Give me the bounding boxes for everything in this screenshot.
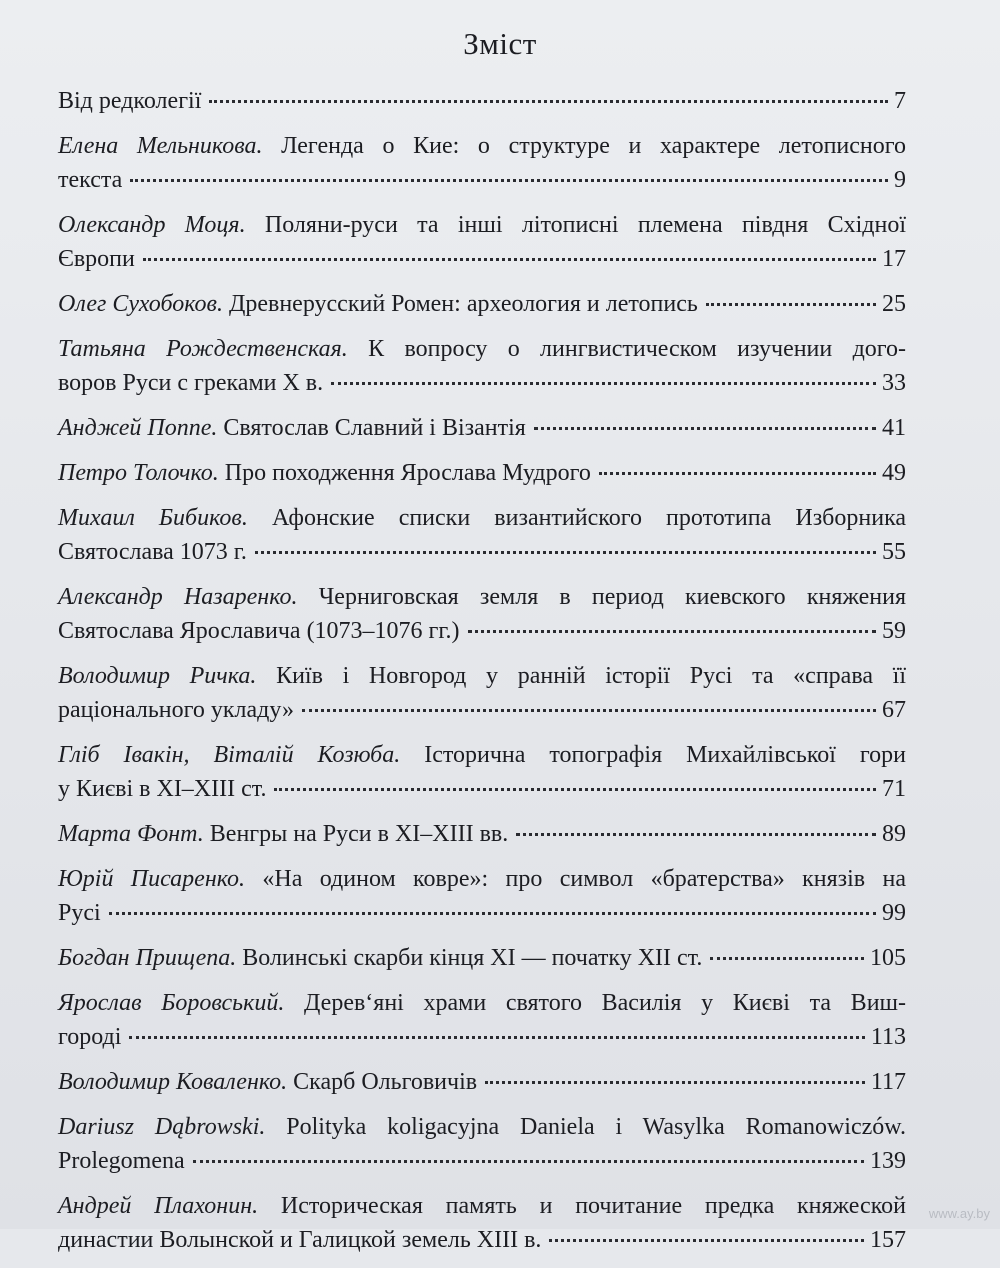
entry-title-continued: воров Руси с греками X в. (58, 370, 324, 396)
dot-leader (129, 1036, 864, 1039)
dot-leader (599, 472, 876, 475)
dot-leader (302, 709, 876, 712)
dot-leader (209, 100, 888, 103)
page-number: 157 (870, 1227, 906, 1253)
entry-author: Богдан Прищепа. (58, 945, 237, 971)
entry-title: Венгры на Руси в XI–XIII вв. (209, 821, 509, 847)
entry-author: Олег Сухобоков. (58, 291, 223, 317)
dot-leader (534, 427, 876, 430)
toc-entry (58, 208, 906, 276)
page-title: Зміст (463, 26, 537, 61)
toc-entry (58, 1065, 906, 1099)
entry-title-part: Polityka koligacyjna Daniela i Wasylka Romanowiczów. (286, 1114, 907, 1140)
entry-author: Александр Назаренко. (58, 584, 298, 610)
page-number: 7 (894, 88, 906, 114)
entry-author: Марта Фонт. (58, 821, 204, 847)
page-number: 117 (870, 1069, 906, 1095)
dot-leader (549, 1239, 864, 1242)
page-number: 71 (882, 776, 906, 802)
page-number: 25 (882, 291, 906, 317)
page-number: 33 (882, 370, 906, 396)
entry-author: Михаил Бибиков. (58, 505, 248, 531)
toc-entry (58, 501, 906, 569)
toc-entry (58, 129, 906, 197)
toc-entry (58, 287, 906, 321)
entry-title-continued: Європи (58, 246, 135, 272)
entry-title: Скарб Ольговичів (293, 1069, 478, 1095)
entry-title-part: Историческая память и почитание предка княжеской (280, 1193, 906, 1219)
entry-author: Андрей Плахонин. (58, 1193, 259, 1219)
entry-author: Татьяна Рождественская. (58, 336, 348, 362)
entry-author: Олександр Моця. (58, 212, 246, 238)
toc-entry (58, 941, 906, 975)
entry-title-part: Черниговская земля в период киевского княжения (318, 584, 907, 610)
page-number: 99 (882, 900, 906, 926)
entry-title-continued: раціонального укладу» (58, 697, 294, 723)
toc-entry (58, 84, 906, 118)
entry-title-part: Історична топографія Михайлівської гори (424, 742, 906, 768)
toc-entry (58, 411, 906, 445)
entry-first-line (58, 501, 906, 535)
toc-entry (58, 986, 906, 1054)
page-number: 89 (882, 821, 906, 847)
entry-author: Володимир Коваленко. (58, 1069, 288, 1095)
entry-title: Древнерусский Ромен: археология и летопись (228, 291, 698, 317)
dot-leader (468, 630, 876, 633)
dot-leader (710, 957, 864, 960)
entry-first-line (58, 862, 906, 896)
entry-first-line (58, 580, 906, 614)
toc-entry (58, 817, 906, 851)
page-number: 105 (870, 945, 906, 971)
entry-title-continued: Святослава 1073 г. (58, 539, 247, 565)
dot-leader (130, 179, 888, 182)
page-number: 41 (882, 415, 906, 441)
entry-title-part: Дерев‘яні храми святого Василія у Києві та Виш- (304, 990, 907, 1016)
dot-leader (706, 303, 876, 306)
entry-title-part: Київ і Новгород у ранній історії Русі та «справа її (276, 663, 907, 689)
entry-title: Волинські скарби кінця XI — початку XII ст. (242, 945, 703, 971)
dot-leader (255, 551, 876, 554)
entry-author: Анджей Поппе. (58, 415, 218, 441)
toc-entry (58, 1110, 906, 1178)
dot-leader (193, 1160, 864, 1163)
entry-author: Dariusz Dąbrowski. (58, 1114, 266, 1140)
entry-first-line (58, 332, 906, 366)
toc-entry (58, 332, 906, 400)
entry-title-part: Легенда о Кие: о структуре и характере летописного (281, 133, 906, 159)
toc-entry (58, 659, 906, 727)
entry-first-line (58, 208, 906, 242)
watermark: www.ay.by (928, 1206, 990, 1221)
entry-title-continued: Русі (58, 900, 101, 926)
entry-first-line (58, 1189, 906, 1223)
toc-entry (58, 1189, 906, 1257)
dot-leader (485, 1081, 865, 1084)
dot-leader (331, 382, 876, 385)
page-number: 59 (882, 618, 906, 644)
entry-author: Петро Толочко. (58, 460, 219, 486)
toc-entry (58, 862, 906, 930)
entry-author: Елена Мельникова. (58, 133, 263, 159)
entry-title-continued: текста (58, 167, 123, 193)
page-number: 113 (870, 1024, 906, 1050)
entry-first-line (58, 659, 906, 693)
entry-author: Ярослав Боровський. (58, 990, 285, 1016)
page-number: 67 (882, 697, 906, 723)
entry-title-continued: у Києві в XI–XIII ст. (58, 776, 267, 802)
entry-first-line (58, 129, 906, 163)
dot-leader (274, 788, 876, 791)
page-number: 17 (882, 246, 906, 272)
page-number: 139 (870, 1148, 906, 1174)
page-number: 55 (882, 539, 906, 565)
entry-first-line (58, 738, 906, 772)
entry-title-continued: Prolegomena (58, 1148, 185, 1174)
entry-title: Про походження Ярослава Мудрого (224, 460, 591, 486)
toc-entry (58, 456, 906, 490)
toc-list (58, 84, 906, 1268)
entry-first-line (58, 986, 906, 1020)
entry-title-part: «На одином ковре»: про символ «братерства» князів на (262, 866, 906, 892)
entry-title-continued: династии Волынской и Галицкой земель XIII в. (58, 1227, 542, 1253)
entry-title: Святослав Славний і Візантія (223, 415, 526, 441)
entry-first-line (58, 1110, 906, 1144)
toc-entry (58, 738, 906, 806)
entry-author: Юрій Писаренко. (58, 866, 246, 892)
toc-entry (58, 580, 906, 648)
entry-title: Від редколегії (58, 88, 202, 114)
dot-leader (109, 912, 876, 915)
dot-leader (516, 833, 876, 836)
page-number: 9 (894, 167, 906, 193)
entry-title-part: Поляни-руси та інші літописні племена півдня Східної (264, 212, 907, 238)
entry-author: Гліб Івакін, Віталій Козюба. (58, 742, 401, 768)
entry-title-part: Афонские списки византийского прототипа Изборника (271, 505, 907, 531)
dot-leader (143, 258, 876, 261)
entry-title-continued: городі (58, 1024, 122, 1050)
page-number: 49 (882, 460, 906, 486)
entry-title-part: К вопросу о лингвистическом изучении дого- (368, 336, 907, 362)
entry-author: Володимир Ричка. (58, 663, 257, 689)
entry-title-continued: Святослава Ярославича (1073–1076 гг.) (58, 618, 460, 644)
